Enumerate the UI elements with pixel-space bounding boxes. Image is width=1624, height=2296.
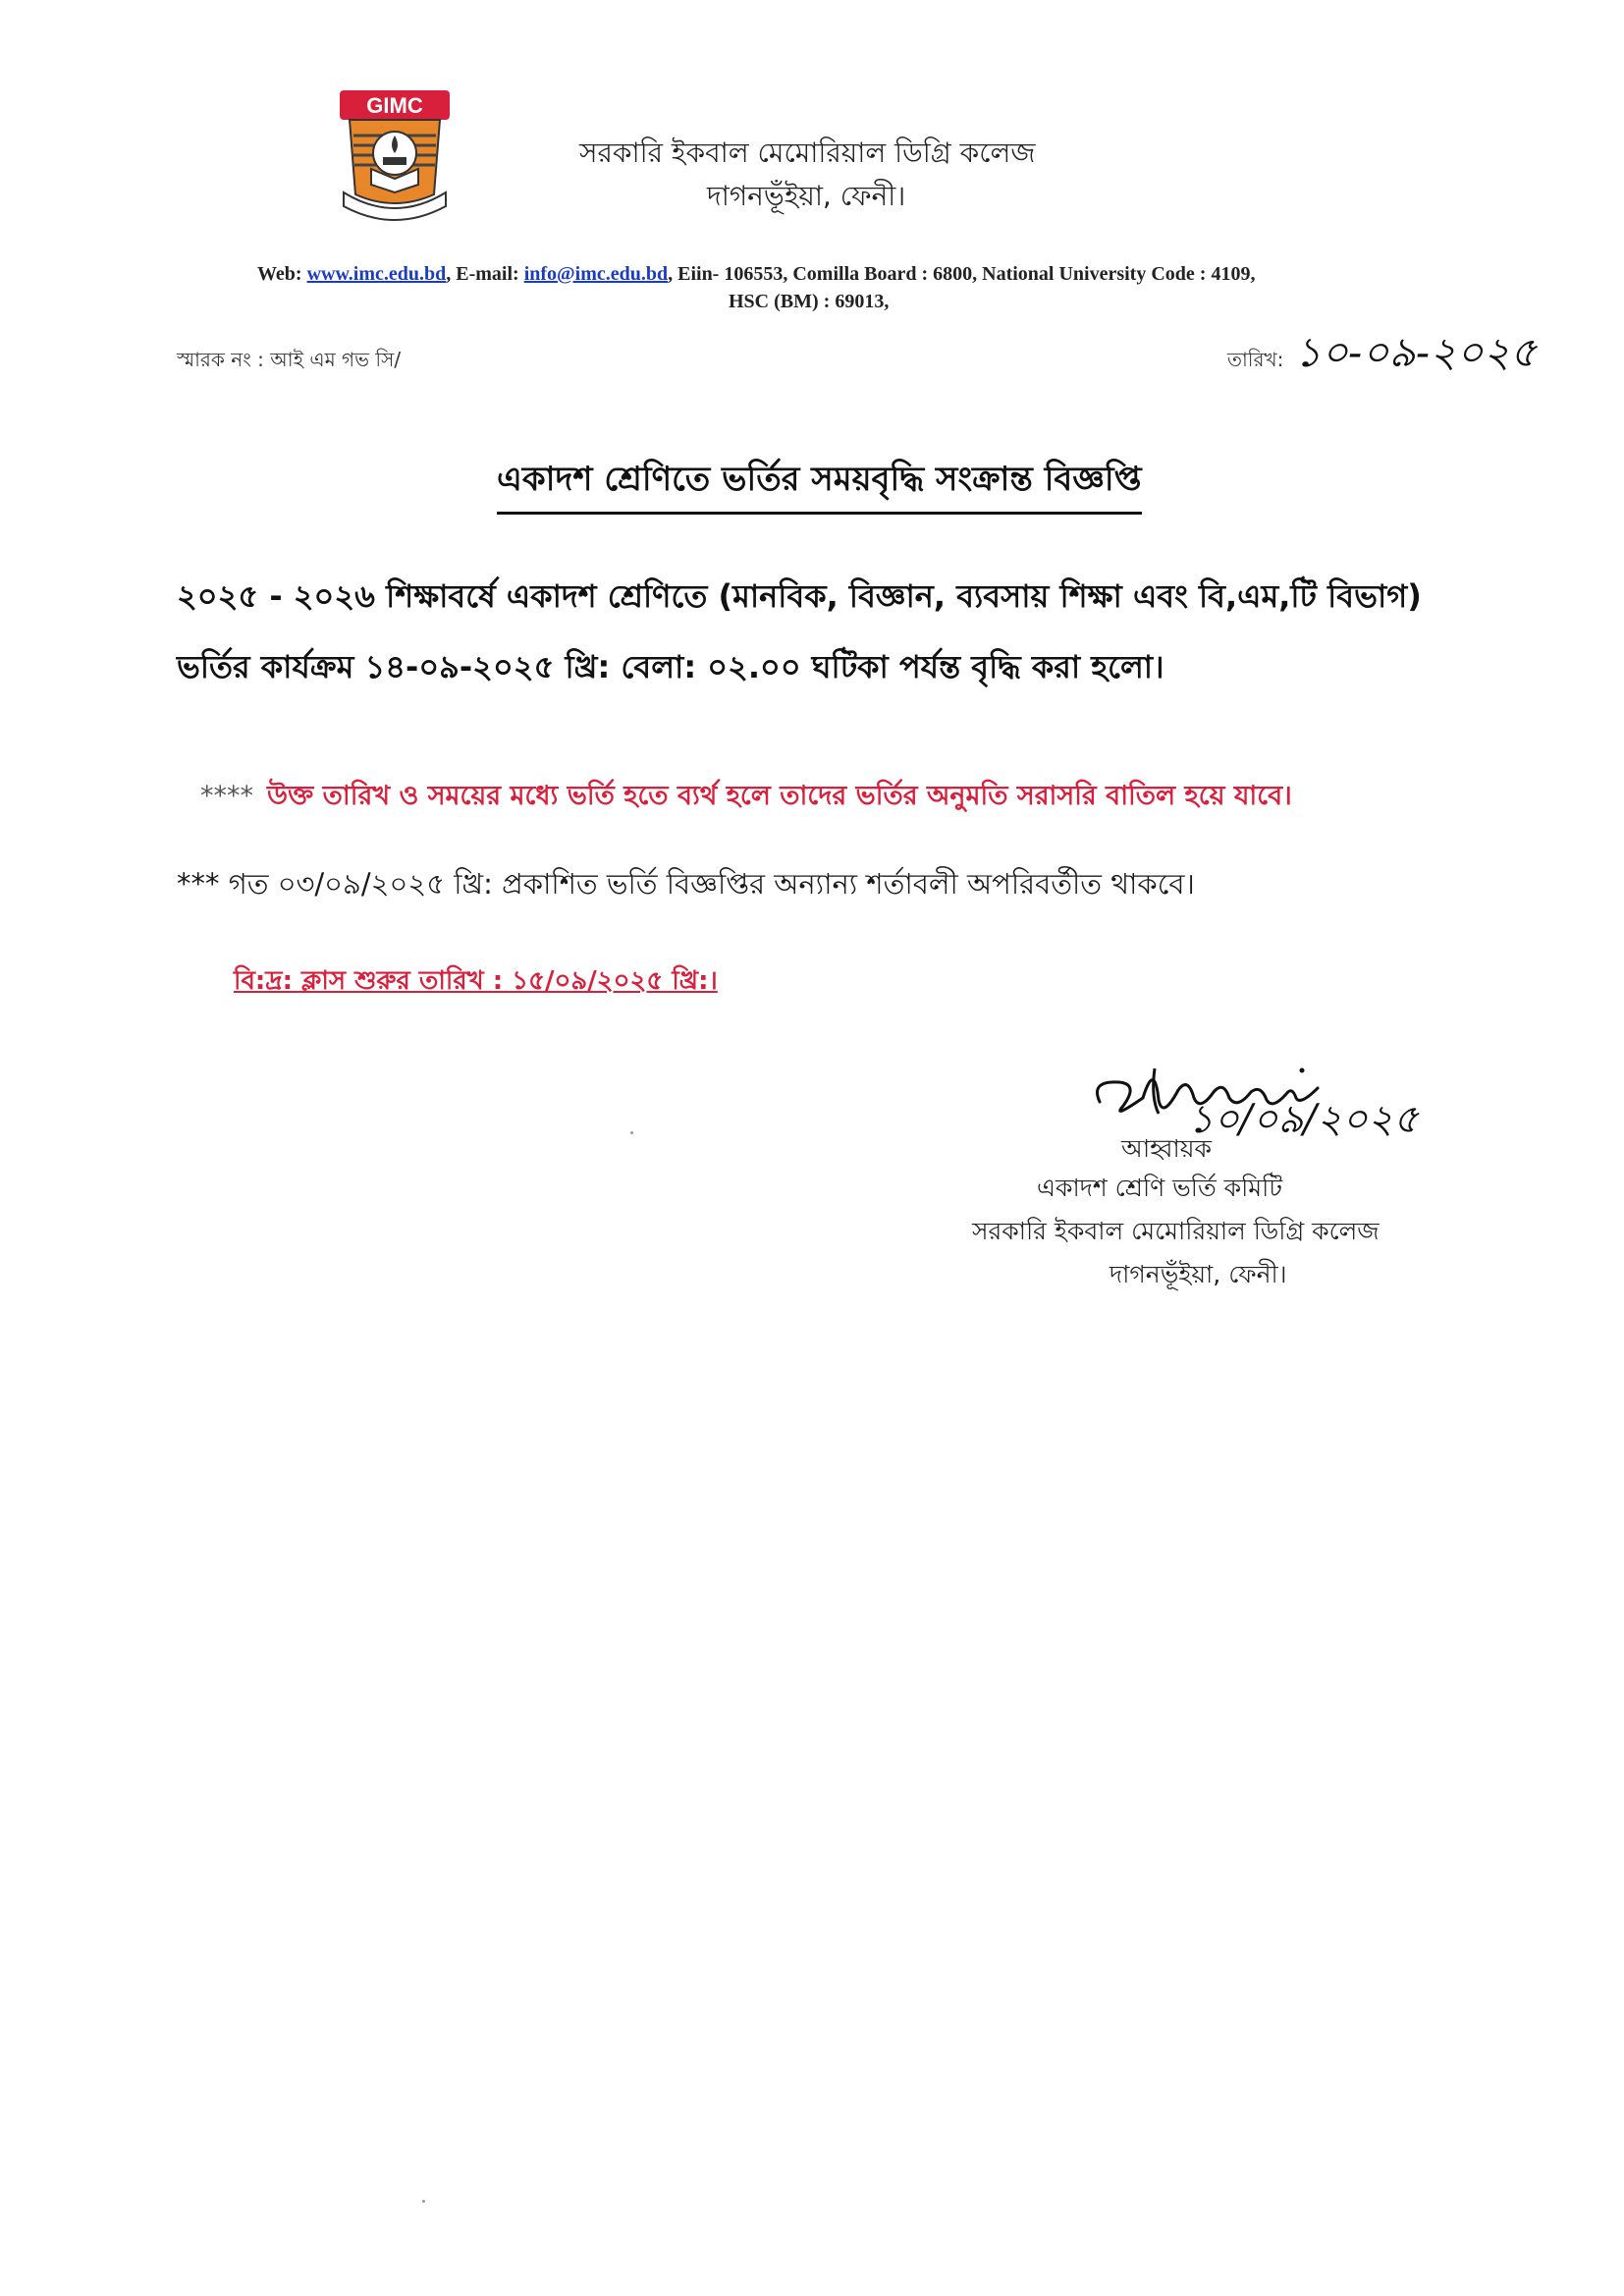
scan-speck	[422, 2200, 425, 2203]
signatory-place: দাগনভূঁইয়া, ফেনী।	[1110, 1260, 1287, 1288]
memo-number: স্মারক নং : আই এম গভ সি/	[177, 348, 402, 371]
contact-line	[257, 263, 1386, 286]
hsc-code: HSC (BM) : 69013,	[729, 291, 890, 312]
class-start-note: বি:দ্র: ক্লাস শুরুর তারিখ : ১৫/০৯/২০২৫ খ্রি:।	[234, 966, 718, 996]
scan-speck	[630, 1131, 633, 1134]
college-place: দাগনভূঁইয়া, ফেনী।	[707, 180, 906, 212]
college-name: সরকারি ইকবাল মেমোরিয়াল ডিগ্রি কলেজ	[579, 137, 1036, 169]
website-link[interactable]: www.imc.edu.bd	[306, 263, 447, 285]
email-link[interactable]: info@imc.edu.bd	[523, 263, 669, 285]
date-label: তারিখ:	[1227, 348, 1284, 371]
web-label: Web:	[257, 263, 307, 285]
svg-text:GIMC: GIMC	[366, 93, 423, 118]
signature-date: ১০/০৯/২০২৫	[1188, 1097, 1419, 1142]
signatory-committee: একাদশ শ্রেণি ভর্তি কমিটি	[1037, 1174, 1282, 1202]
date-block	[1227, 320, 1537, 390]
date-value: ১০-০৯-২০২৫	[1294, 328, 1538, 376]
notice-title: একাদশ শ্রেণিতে ভর্তির সময়বৃদ্ধি সংক্রান্ত বিজ্ঞপ্তি	[497, 454, 1142, 515]
warning-line	[200, 776, 1292, 820]
signatory-role: আহ্বায়ক	[1121, 1134, 1212, 1163]
terms-note: *** গত ০৩/০৯/২০২৫ খ্রি: প্রকাশিত ভর্তি বিজ্ঞপ্তির অন্যান্য শর্তাবলী অপরিবর্তীত থাকবে।	[177, 867, 1195, 901]
institution-codes: , Eiin- 106553, Comilla Board : 6800, National University Code : 4109,	[668, 263, 1256, 285]
notice-body-line-2: ভর্তির কার্যক্রম ১৪-০৯-২০২৫ খ্রি: বেলা: ০২.০০ ঘটিকা পর্যন্ত বৃদ্ধি করা হলো।	[177, 648, 1164, 685]
warning-stars: ****	[200, 781, 253, 811]
college-logo	[336, 86, 454, 224]
warning-text: উক্ত তারিখ ও সময়ের মধ্যে ভর্তি হতে ব্যর্থ হলে তাদের ভর্তির অনুমতি সরাসরি বাতিল হয়ে যাবে।	[267, 781, 1292, 811]
notice-body-line-1: ২০২৫ - ২০২৬ শিক্ষাবর্ষে একাদশ শ্রেণিতে (মানবিক, বিজ্ঞান, ব্যবসায় শিক্ষা এবং বি,এম,টি বিভাগ)	[177, 577, 1422, 615]
signatory-college: সরকারি ইকবাল মেমোরিয়াল ডিগ্রি কলেজ	[972, 1217, 1380, 1245]
email-label: , E-mail:	[446, 263, 524, 285]
